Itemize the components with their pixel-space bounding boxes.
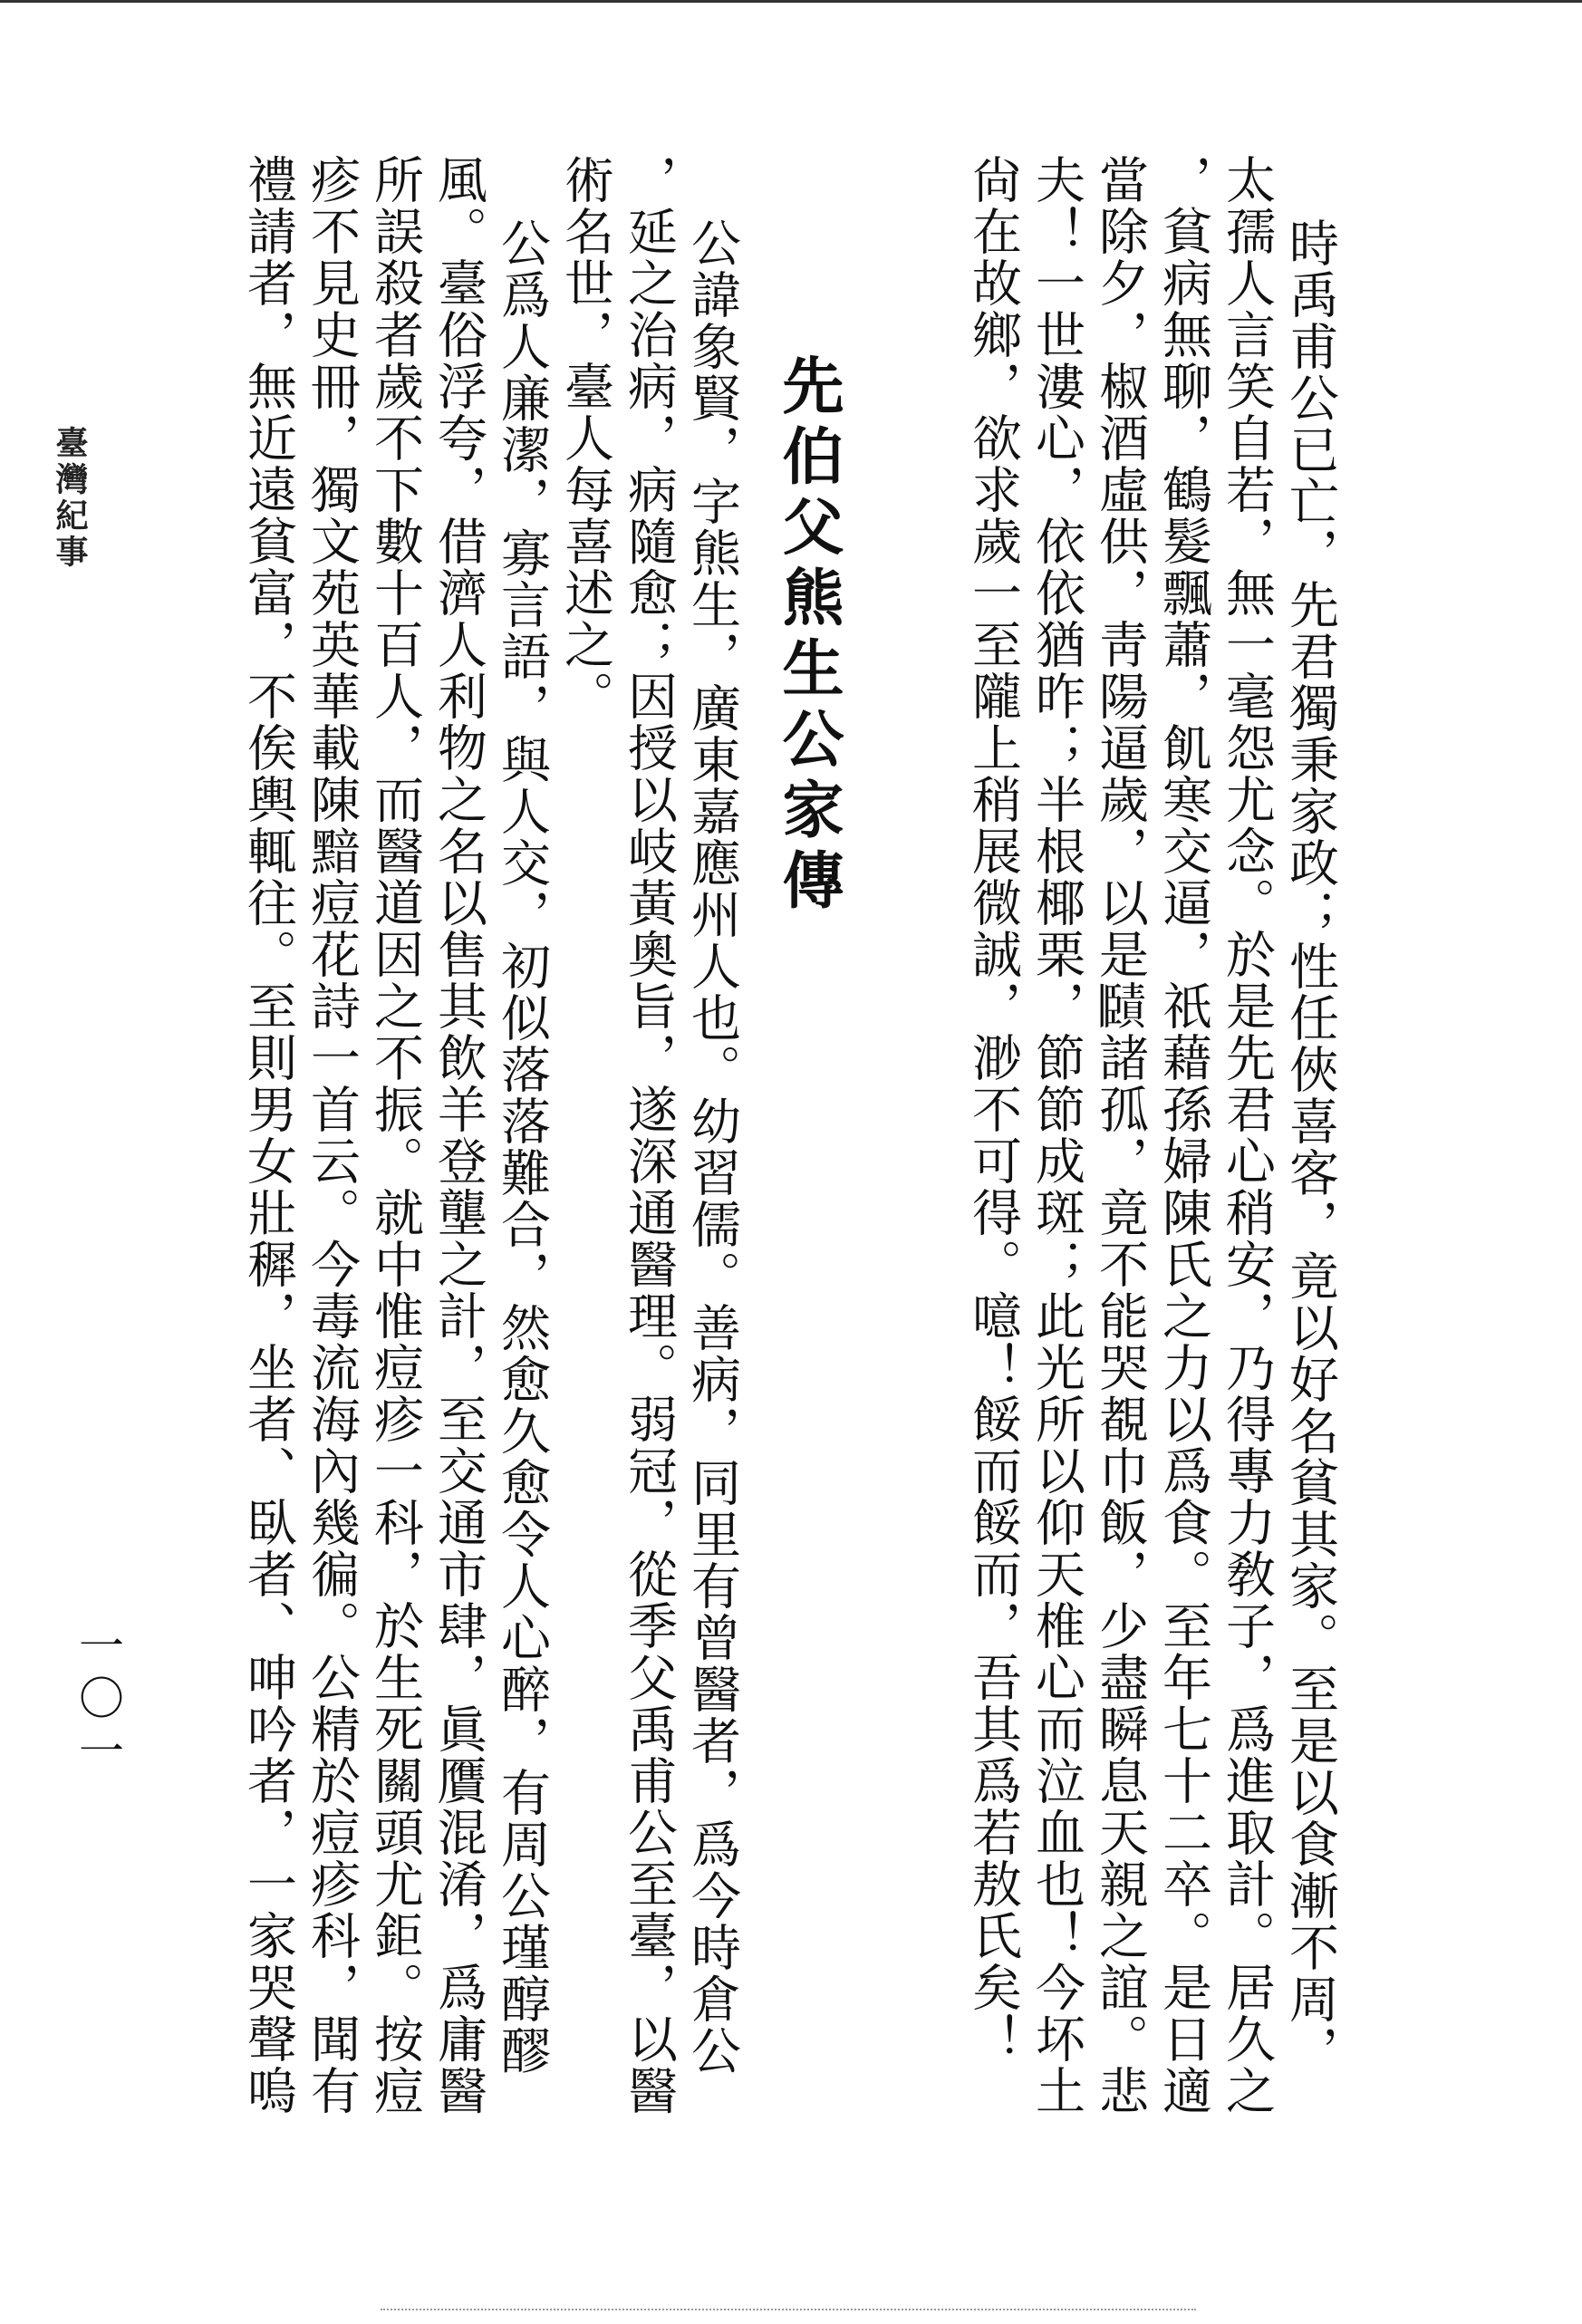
text-column-14: 禮請者，無近遠貧富，不俟輿輒往。至則男女壯穉，坐者、臥者、呻吟者，一家哭聲嗚 <box>239 154 297 2117</box>
text-column-1: 時禹甫公已亡，先君獨秉家政；性任俠喜客，竟以好名貧其家。至是以食漸不周， <box>1281 217 1339 2077</box>
text-column-2: 太孺人言笑自若，無一毫怨尤念。於是先君心稍安，乃得專力敎子，爲進取計。居久之 <box>1218 154 1276 2117</box>
text-column-13: 疹不見史冊，獨文苑英華載陳黯痘花詩一首云。今毒流海內幾徧。公精於痘疹科，聞有 <box>303 154 361 2117</box>
text-column-6: 尙在故鄉，欲求歲一至隴上稍展微誠，渺不可得。噫！餒而餒而，吾其爲若敖氏矣！ <box>964 154 1022 2065</box>
text-column-5: 夫！一世漊心，依依猶昨；半根椰栗，節節成斑；此光所以仰天椎心而泣血也！今坏土 <box>1027 154 1085 2117</box>
text-column-11: 風。臺俗浮夸，借濟人利物之名以售其飲羊登壟之計，至交通市肆，眞贋混淆，爲庸醫 <box>429 154 487 2117</box>
running-head: 臺灣紀事 <box>51 426 89 571</box>
section-title: 先伯父熊生公家傳 <box>772 353 844 919</box>
text-column-10: 公爲人廉潔，寡言語，與人交，初似落落難合，然愈久愈令人心醉，有周公瑾醇醪 <box>493 217 551 2077</box>
text-column-4: 當除夕，椒酒虛供，靑陽逼歲，以是𧷤諸孤，竟不能哭覩巾飯，少盡瞬息天親之誼。悲 <box>1091 154 1149 2117</box>
bottom-scan-artifact <box>381 2309 1196 2312</box>
top-border <box>0 0 1582 3</box>
text-column-12: 所誤殺者歲不下數十百人，而醫道因之不振。就中惟痘疹一科，於生死關頭尤鉅。按痘 <box>366 154 424 2117</box>
text-column-8: ，延之治病，病隨愈；因授以岐黃奧旨，遂深通醫理。弱冠，從季父禹甫公至臺，以醫 <box>620 154 678 2117</box>
page-number: 一〇一 <box>72 1622 124 1779</box>
text-column-3: ，貧病無聊，鶴髮飄蕭，飢寒交逼，祇藉孫婦陳氏之力以爲食。至年七十二卒。是日適 <box>1154 154 1212 2117</box>
text-column-9: 術名世，臺人每喜述之。 <box>556 154 614 722</box>
text-column-7: 公諱象賢，字熊生，廣東嘉應州人也。幼習儒。善病，同里有曾醫者，爲今時倉公 <box>683 217 741 2077</box>
